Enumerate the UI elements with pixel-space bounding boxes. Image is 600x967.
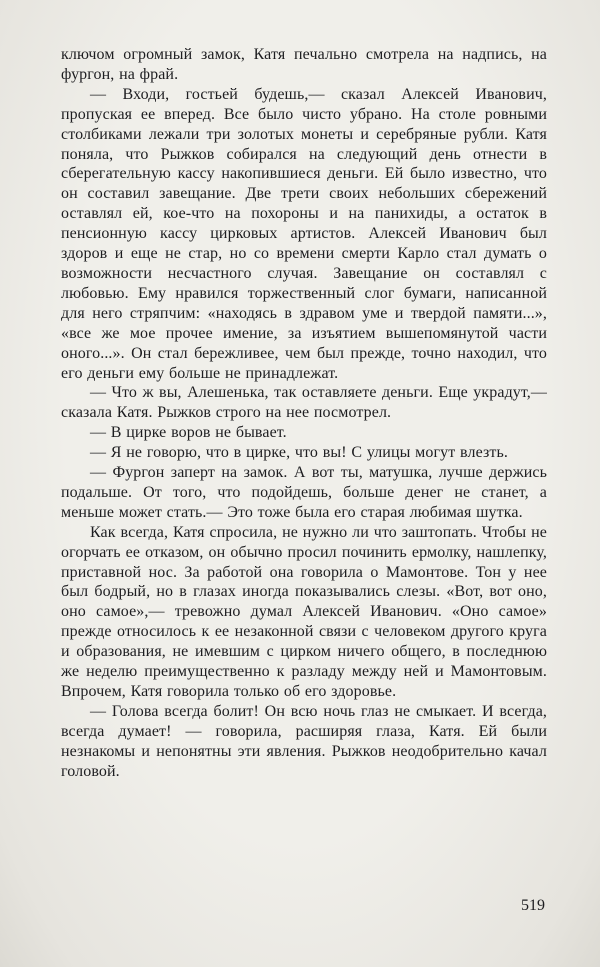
paragraph-narrative: Как всегда, Катя спросила, не нужно ли что заштопать. Чтобы не огорчать ее отказом, он обычно просил починить ермолку, нашлепку, приставной нос. За работой она говорила о Мамонтове. Тон у нее был бодрый, но в глазах иногда показывались слезы. «Вот, вот оно, оно самое»,— тревожно думал Алексей Иванович. «Оно самое» прежде относилось к ее незаконной связи с человеком другого круга и образования, не имевшим с цирком ничего общего, в последнюю же неделю преимущественно к разладу между ней и Мамонтовым. Впрочем, Катя говорила только об его здоровье. bbox=[61, 523, 547, 700]
paragraph-dialogue: — В цирке воров не бывает. bbox=[90, 424, 287, 442]
paragraph-dialogue: — Голова всегда болит! Он всю ночь глаз не смыкает. И всегда, всегда думает! — говорила, расширяя глаза, Катя. Ей были незнакомы и непонятны эти явления. Рыжков неодобрительно качал головой. bbox=[61, 702, 547, 780]
paragraph-dialogue: — Входи, гостьей будешь,— сказал Алексей Иванович, пропуская ее вперед. Все было чисто убрано. На столе ровными столбиками лежали три золотых монеты и серебряные рубли. Катя поняла, что Рыжков собирался на следующий день отнести в сберегательную кассу накопившиеся деньги. Ей было известно, что он составил завещание. Две трети своих небольших сбережений оставлял ей, кое-что на похороны и на панихиды, а остаток в пенсионную кассу цирковых артистов. Алексей Иванович был здоров и еще не стар, но со времени смерти Карло стал думать о возможности несчастного случая. Завещание он составлял с любовью. Ему нравился торжественный слог бумаги, написанной для него стряпчим: «находясь в здравом уме и твердой памяти...», «все же мое прочее имение, за изъятием вышепомянутой части оного...». Он стал бережливее, чем был прежде, точно находил, что его деньги ему больше не принадлежат. bbox=[61, 85, 547, 382]
paragraph-continuation: ключом огромный замок, Катя печально смотрела на надпись, на фургон, на фрай. bbox=[61, 46, 547, 83]
page-text bbox=[61, 45, 547, 782]
paragraph-dialogue: — Что ж вы, Алешенька, так оставляете деньги. Еще украдут,— сказала Катя. Рыжков строго на нее посмотрел. bbox=[61, 384, 547, 422]
paragraph-dialogue: — Я не говорю, что в цирке, что вы! С улицы могут влезть. bbox=[90, 444, 508, 462]
paragraph-dialogue: — Фургон заперт на замок. А вот ты, матушка, лучше держись подальше. От того, что подойдешь, больше денег не станет, а меньше может стать.— Это тоже была его старая любимая шутка. bbox=[61, 464, 547, 521]
page-number: 519 bbox=[521, 897, 545, 914]
